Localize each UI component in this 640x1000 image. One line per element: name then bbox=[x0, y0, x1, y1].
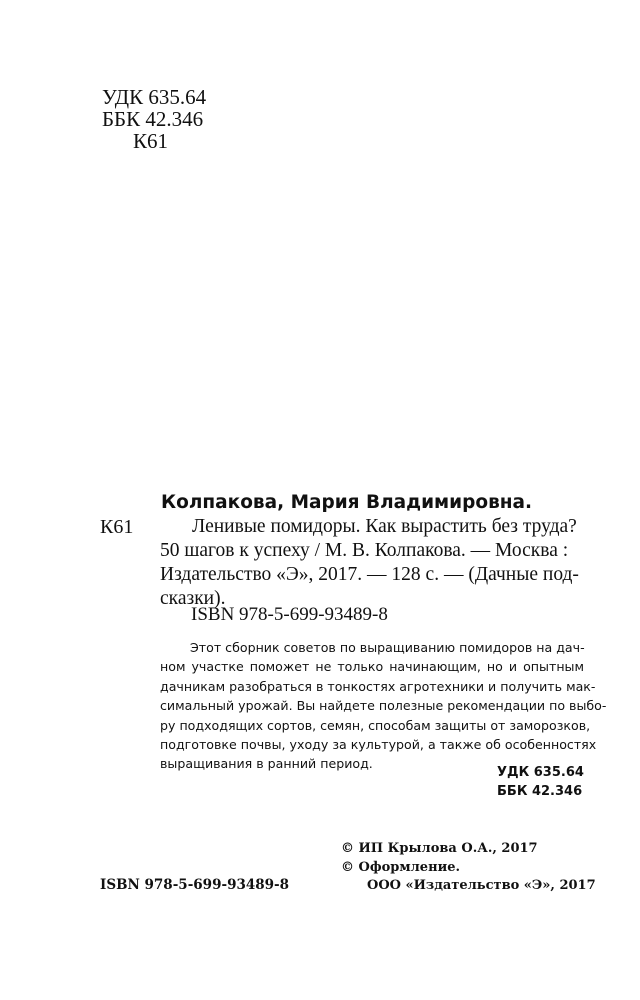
copyright-design: © Оформление. bbox=[341, 860, 461, 875]
author-name: Колпакова, Мария Владимировна. bbox=[161, 492, 533, 513]
annotation-line: дачникам разобраться в тонкостях агротехники и получить мак- bbox=[160, 678, 596, 694]
title-line: Ленивые помидоры. Как вырастить без труда? bbox=[192, 516, 577, 537]
isbn-bottom: ISBN 978-5-699-93489-8 bbox=[100, 877, 290, 893]
copyright-publisher: ООО «Издательство «Э», 2017 bbox=[367, 878, 596, 893]
title-line: сказки). bbox=[160, 588, 226, 609]
annotation-line: симальный урожай. Вы найдете полезные рекомендации по выбо- bbox=[160, 698, 607, 714]
annotation-line: выращивания в ранний период. bbox=[160, 756, 373, 772]
udk-code-bottom: УДК 635.64 bbox=[497, 765, 584, 780]
annotation-line: Этот сборник советов по выращиванию помидоров на дач- bbox=[190, 640, 585, 655]
annotation-line: подготовке почвы, уходу за культурой, а также об особенностях bbox=[160, 737, 597, 753]
copyright-author: © ИП Крылова О.А., 2017 bbox=[341, 841, 538, 856]
annotation bbox=[160, 638, 607, 774]
bbk-code-bottom: ББК 42.346 bbox=[497, 784, 583, 799]
udk-code: УДК 635.64 bbox=[102, 85, 207, 109]
isbn-record: ISBN 978-5-699-93489-8 bbox=[191, 604, 388, 625]
title-line: 50 шагов к успеху / М. В. Колпакова. — Москва : bbox=[160, 540, 569, 561]
annotation-line: ру подходящих сортов, семян, способам защиты от заморозков, bbox=[160, 717, 591, 733]
author-sign-top: К61 bbox=[133, 129, 169, 153]
title-description bbox=[160, 515, 584, 611]
bbk-code: ББК 42.346 bbox=[102, 107, 204, 131]
author-sign-record: К61 bbox=[100, 516, 134, 538]
annotation-line: ном участке поможет не только начинающим, но и опытным bbox=[160, 659, 584, 675]
title-line: Издательство «Э», 2017. — 128 с. — (Дачные под- bbox=[160, 564, 579, 585]
